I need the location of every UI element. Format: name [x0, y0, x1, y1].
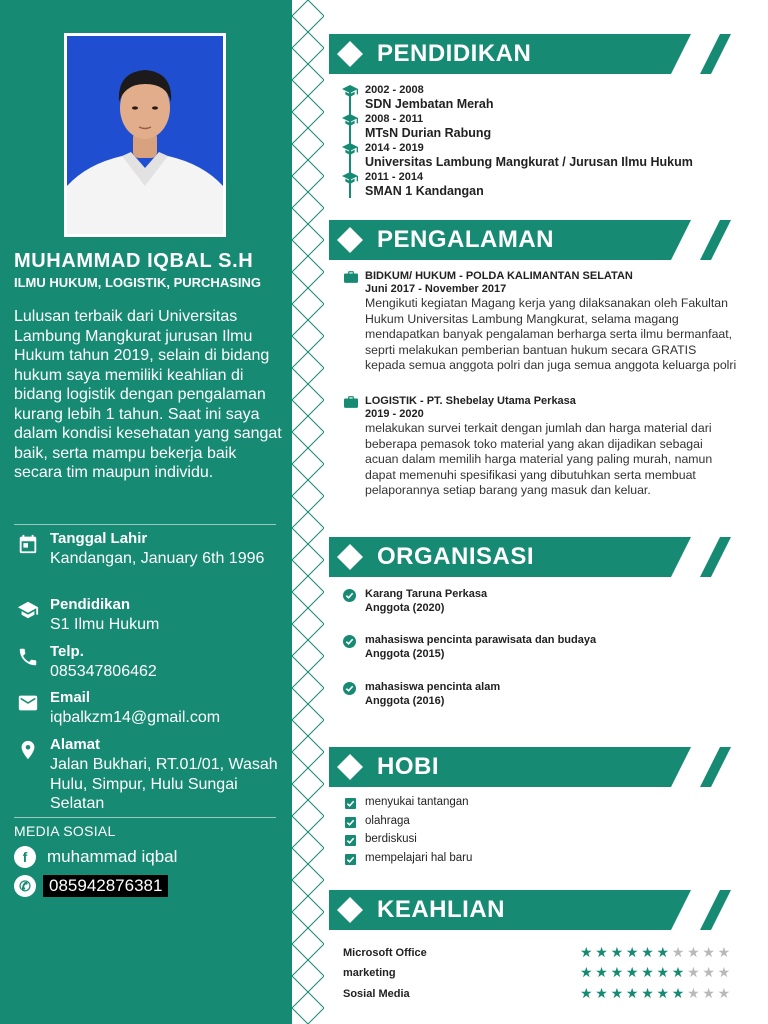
- checkbox-icon: [345, 798, 356, 809]
- calendar-icon: [17, 533, 39, 555]
- diamond-icon: [337, 897, 363, 923]
- skill-name: Sosial Media: [343, 988, 410, 1000]
- hobby-item: [345, 833, 725, 847]
- skill-item: [343, 965, 735, 981]
- profile-name: MUHAMMAD IQBAL S.H: [14, 250, 254, 272]
- social-whatsapp[interactable]: [14, 875, 284, 897]
- star-filled-icon: ★: [610, 944, 625, 960]
- star-filled-icon: ★: [641, 964, 656, 980]
- education-school: Universitas Lambung Mangkurat / Jurusan Ilmu Hukum: [365, 155, 693, 169]
- info-value: Kandangan, January 6th 1996: [50, 550, 265, 567]
- hobby-item: [345, 796, 725, 810]
- info-value: S1 Ilmu Hukum: [50, 616, 160, 633]
- skill-item: [343, 986, 735, 1002]
- star-empty-icon: ★: [671, 944, 686, 960]
- section-header-education: [329, 34, 731, 74]
- star-empty-icon: ★: [702, 944, 717, 960]
- section-title: PENGALAMAN: [377, 226, 554, 253]
- star-filled-icon: ★: [641, 944, 656, 960]
- profile-role: ILMU HUKUM, LOGISTIK, PURCHASING: [14, 275, 261, 290]
- graduation-cap-icon: [342, 84, 358, 96]
- check-circle-icon: [343, 682, 356, 695]
- skill-name: marketing: [343, 967, 396, 979]
- experience-title: LOGISTIK - PT. Shebelay Utama Perkasa: [365, 395, 576, 407]
- phone-icon: [17, 646, 39, 668]
- hobby-text: berdiskusi: [365, 833, 417, 845]
- skill-item: [343, 945, 735, 961]
- sidebar-divider: [14, 524, 276, 525]
- star-filled-icon: ★: [610, 985, 625, 1001]
- skill-rating-stars: [580, 986, 735, 1000]
- education-years: 2011 - 2014: [365, 171, 424, 183]
- graduation-cap-icon: [342, 113, 358, 125]
- education-school: SDN Jembatan Merah: [365, 97, 494, 111]
- diamond-icon: [337, 227, 363, 253]
- hobby-item: [345, 852, 725, 866]
- briefcase-icon: [344, 395, 358, 407]
- diamond-pattern-strip: [292, 0, 324, 1024]
- star-filled-icon: ★: [625, 944, 641, 960]
- profile-summary: Lulusan terbaik dari Universitas Lambung Mangkurat jurusan Ilmu Hukum tahun 2019, selain di bidang hukum saya memiliki keahlian di bidang logistik dengan pengalaman kurang lebih 1 tahun. Saat ini saya dalam kondisi kesehatan yang sangat baik, serta mampu bekerja baik secara tim maupun individu.: [14, 308, 282, 481]
- briefcase-icon: [344, 270, 358, 282]
- checkbox-icon: [345, 854, 356, 865]
- graduation-cap-icon: [342, 142, 358, 154]
- organization-role: Anggota (2020): [365, 602, 445, 614]
- diamond-icon: [337, 41, 363, 67]
- diamond-icon: [337, 754, 363, 780]
- facebook-icon: f: [14, 846, 36, 868]
- star-filled-icon: ★: [580, 985, 595, 1001]
- skill-rating-stars: [580, 965, 735, 979]
- sidebar-divider: [14, 817, 276, 818]
- experience-period: Juni 2017 - November 2017: [365, 283, 507, 295]
- info-value: iqbalkzm14@gmail.com: [50, 709, 221, 726]
- checkbox-icon: [345, 817, 356, 828]
- hobby-item: [345, 815, 725, 829]
- star-filled-icon: ★: [595, 985, 610, 1001]
- sidebar: [0, 0, 292, 1024]
- skill-rating-stars: [580, 945, 735, 959]
- social-facebook[interactable]: [14, 846, 284, 868]
- graduation-cap-icon: [17, 599, 39, 621]
- star-empty-icon: ★: [717, 985, 732, 1001]
- experience-period: 2019 - 2020: [365, 408, 424, 420]
- experience-description: melakukan survei terkait dengan jumlah dan harga material dari beberapa pemasok toko material yang akan dijadikan sebagai acuan dalam memilih harga material yang paling murah, namun dapat memenuhi spesifikasi yang dibutuhkan serta membuat pelaporannya setiap barang yang masuk dan keluar.: [365, 421, 713, 498]
- star-empty-icon: ★: [687, 985, 702, 1001]
- social-media-title: MEDIA SOSIAL: [14, 823, 116, 839]
- organization-role: Anggota (2016): [365, 695, 445, 707]
- section-title: KEAHLIAN: [377, 896, 505, 923]
- graduation-cap-icon: [342, 171, 358, 183]
- section-title: PENDIDIKAN: [377, 40, 532, 67]
- section-header-hobby: [329, 747, 731, 787]
- star-empty-icon: ★: [717, 944, 732, 960]
- star-filled-icon: ★: [671, 964, 686, 980]
- star-empty-icon: ★: [687, 964, 702, 980]
- hobby-text: olahraga: [365, 815, 410, 827]
- star-filled-icon: ★: [625, 985, 641, 1001]
- star-filled-icon: ★: [656, 964, 671, 980]
- star-filled-icon: ★: [671, 985, 686, 1001]
- skill-name: Microsoft Office: [343, 947, 427, 959]
- organization-name: mahasiswa pencinta alam: [365, 681, 501, 693]
- section-title: ORGANISASI: [377, 543, 535, 570]
- organization-role: Anggota (2015): [365, 648, 445, 660]
- star-empty-icon: ★: [687, 944, 702, 960]
- education-school: SMAN 1 Kandangan: [365, 184, 484, 198]
- location-pin-icon: [17, 739, 39, 761]
- section-header-skills: [329, 890, 731, 930]
- star-filled-icon: ★: [610, 964, 625, 980]
- hobby-text: mempelajari hal baru: [365, 852, 473, 864]
- star-filled-icon: ★: [656, 985, 671, 1001]
- info-label: Tanggal Lahir: [50, 530, 148, 547]
- social-whatsapp-text: 085942876381: [43, 875, 168, 897]
- organization-name: Karang Taruna Perkasa: [365, 588, 488, 600]
- profile-photo: [67, 36, 223, 234]
- section-header-experience: [329, 220, 731, 260]
- star-filled-icon: ★: [641, 985, 656, 1001]
- info-value: 085347806462: [50, 663, 157, 680]
- whatsapp-icon: ✆: [14, 875, 36, 897]
- star-empty-icon: ★: [717, 964, 732, 980]
- social-facebook-text: muhammad iqbal: [47, 847, 178, 866]
- education-years: 2002 - 2008: [365, 84, 424, 96]
- info-label: Pendidikan: [50, 596, 131, 613]
- education-school: MTsN Durian Rabung: [365, 126, 492, 140]
- info-label: Email: [50, 689, 91, 706]
- star-filled-icon: ★: [580, 944, 595, 960]
- check-circle-icon: [343, 589, 356, 602]
- info-label: Telp.: [50, 643, 84, 660]
- info-value: Jalan Bukhari, RT.01/01, Wasah Hulu, Simpur, Hulu Sungai Selatan: [50, 756, 278, 812]
- profile-photo-frame: [64, 33, 226, 237]
- star-filled-icon: ★: [656, 944, 671, 960]
- star-filled-icon: ★: [595, 944, 610, 960]
- checkbox-icon: [345, 835, 356, 846]
- star-filled-icon: ★: [595, 964, 610, 980]
- star-empty-icon: ★: [702, 985, 717, 1001]
- section-title: HOBI: [377, 753, 439, 780]
- star-empty-icon: ★: [702, 964, 717, 980]
- education-years: 2008 - 2011: [365, 113, 424, 125]
- diamond-icon: [337, 544, 363, 570]
- experience-description: Mengikuti kegiatan Magang kerja yang dilaksanakan oleh Fakultan Hukum Universitas Lambung Mangkurat, selama magang mendapatkan banyak pengalaman berharga serta ilmu bermanfaat, seprti melakukan pemberian bantuan hukum secara GRATIS kepada semua anggota polri dan juga semua anggota keluarga polri: [365, 296, 737, 373]
- star-filled-icon: ★: [580, 964, 595, 980]
- check-circle-icon: [343, 635, 356, 648]
- education-years: 2014 - 2019: [365, 142, 424, 154]
- section-header-organization: [329, 537, 731, 577]
- hobby-text: menyukai tantangan: [365, 796, 469, 808]
- email-icon: [17, 692, 39, 714]
- experience-title: BIDKUM/ HUKUM - POLDA KALIMANTAN SELATAN: [365, 270, 633, 282]
- organization-name: mahasiswa pencinta parawisata dan budaya: [365, 634, 597, 646]
- info-label: Alamat: [50, 736, 101, 753]
- star-filled-icon: ★: [625, 964, 641, 980]
